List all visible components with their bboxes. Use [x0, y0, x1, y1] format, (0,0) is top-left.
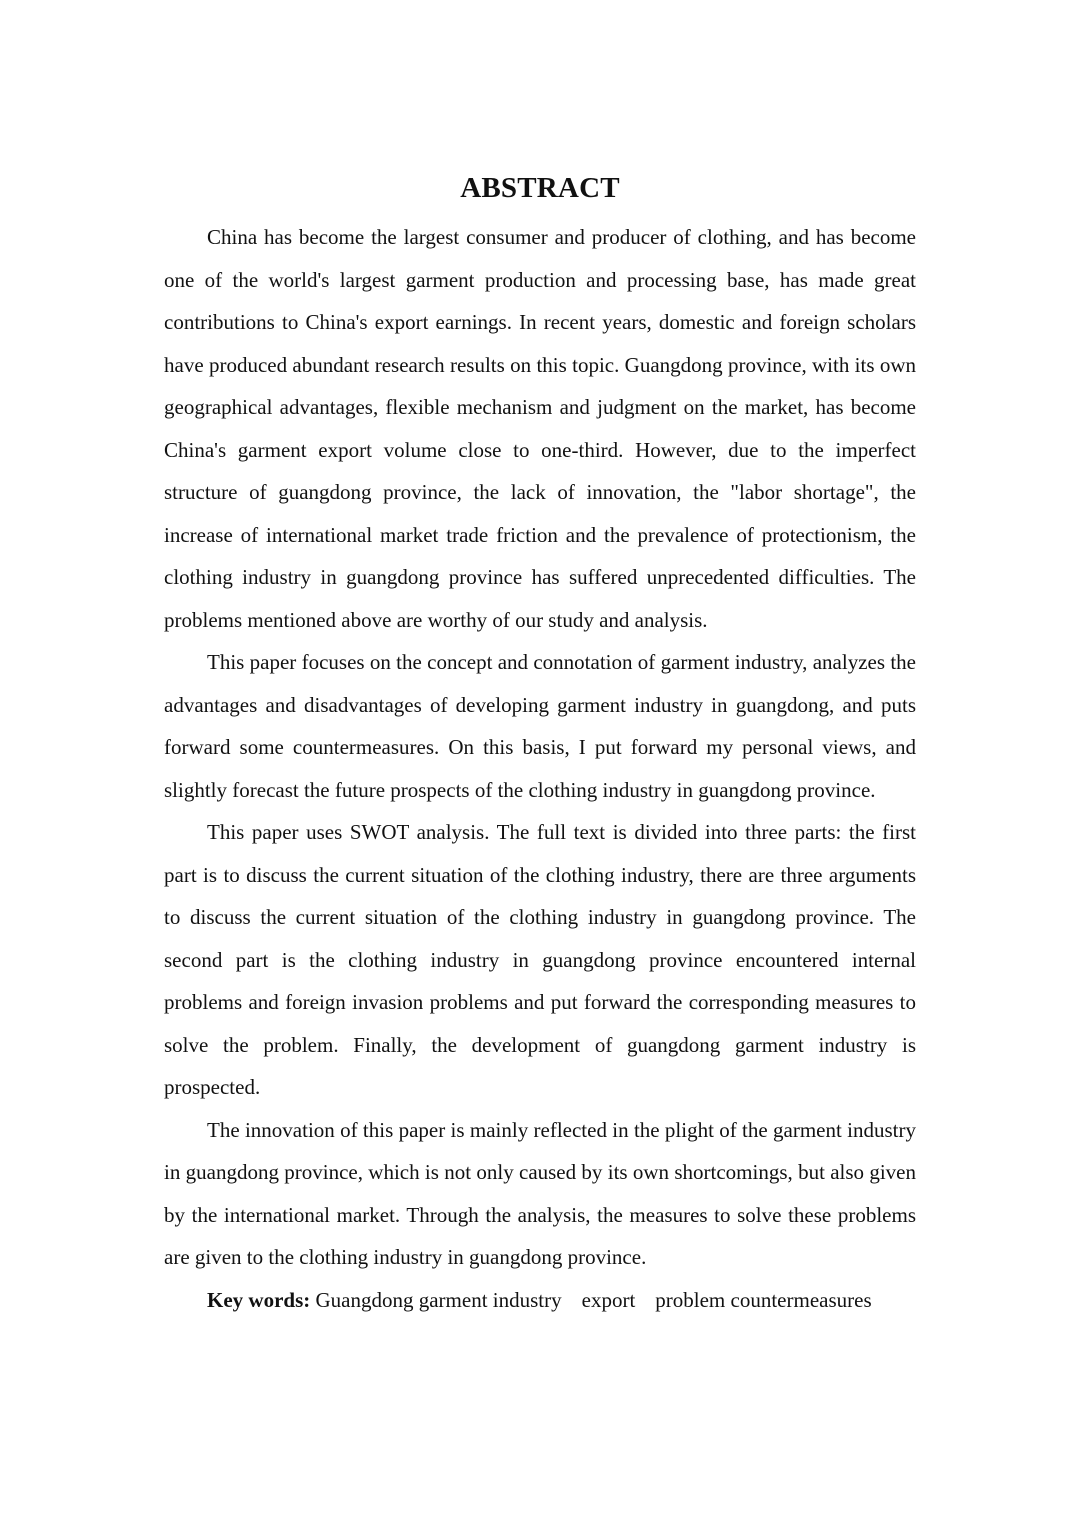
keyword-term: problem countermeasures: [655, 1287, 872, 1312]
abstract-paragraph-2: This paper focuses on the concept and connotation of garment industry, analyzes the advantages and disadvantages of developing garment industry in guangdong, and puts forward some countermeasures. On this basis, I put forward my personal views, and slightly forecast the future prospects of the clothing industry in guangdong province.: [164, 650, 916, 802]
abstract-paragraph-3: This paper uses SWOT analysis. The full text is divided into three parts: the first part is to discuss the current situation of the clothing industry, there are three arguments to discuss the current situation of the clothing industry in guangdong province. The second part is the clothing industry in guangdong province encountered internal problems and foreign invasion problems and put forward the corresponding measures to solve the problem. Finally, the development of guangdong garment industry is prospected.: [164, 820, 916, 1099]
abstract-heading: ABSTRACT: [460, 172, 620, 204]
abstract-paragraph-4: The innovation of this paper is mainly reflected in the plight of the garment industry in guangdong province, which is not only caused by its own shortcomings, but also given by the international market. Through the analysis, the measures to solve these problems are given to the clothing industry in guangdong province.: [164, 1117, 916, 1269]
keywords-line: [164, 1279, 916, 1322]
abstract-paragraph-1: China has become the largest consumer and producer of clothing, and has become one of the world's largest garment production and processing base, has made great contributions to China's export earnings. In recent years, domestic and foreign scholars have produced abundant research results on this topic. Guangdong province, with its own geographical advantages, flexible mechanism and judgment on the market, has become China's garment export volume close to one-third. However, due to the imperfect structure of guangdong province, the lack of innovation, the "labor shortage", the increase of international market trade friction and the prevalence of protectionism, the clothing industry in guangdong province has suffered unprecedented difficulties. The problems mentioned above are worthy of our study and analysis.: [164, 225, 916, 632]
keyword-term: export: [581, 1287, 636, 1312]
abstract-body: [164, 216, 916, 1321]
keywords-label: Key words:: [207, 1287, 311, 1312]
keyword-term: Guangdong garment industry: [315, 1287, 562, 1312]
